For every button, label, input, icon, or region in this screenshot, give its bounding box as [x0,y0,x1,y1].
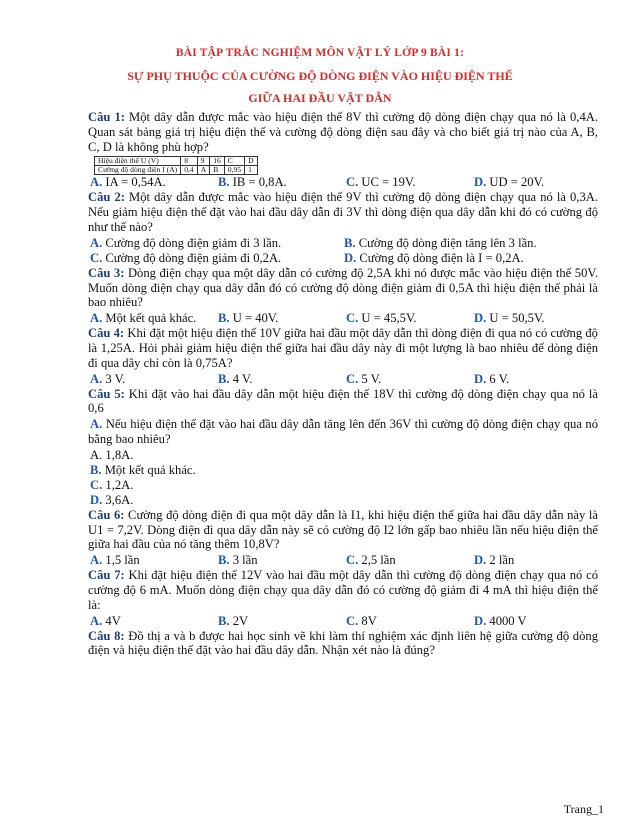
option-c[interactable]: C. UC = 19V. [346,175,416,190]
option-c[interactable]: C. Cường độ dòng điện giảm đi 0,2A. [90,250,282,265]
options-list [88,448,598,508]
options-row [88,175,598,190]
question-5 [88,387,598,508]
option-d[interactable]: D. Cường độ dòng điện là I = 0,2A. [344,250,524,265]
option-d[interactable]: D. 2 lần [474,553,515,568]
page-number: Trang_1 [563,802,604,816]
option-b[interactable]: B. 2V [218,613,249,628]
option-b[interactable]: B. 4 V. [218,371,253,386]
question-4-label: Câu 4: [88,326,125,341]
question-8-label: Câu 8: [88,628,125,643]
table-cell: 1 [245,166,257,175]
title-line-3: GIỮA HAI ĐẦU VẬT DẪN [248,91,392,105]
question-8-text: Đồ thị a và b được hai học sinh vẽ khi làm thí nghiệm xác định liên hệ giữa cường độ dòng điện và hiệu điện thế đặt vào hai đầu dây dẫn. Nhận xét nào là đúng? [88,628,598,658]
question-1-label: Câu 1: [88,110,125,124]
question-4 [88,326,598,386]
question-7-text: Khi đặt hiệu điện thế 12V vào hai đầu một dây dẫn thì cường độ dòng điện chạy qua nó có cường độ 6 mA. Muốn dòng điện chạy qua dây dẫn đó có cường độ giảm đi 4 mA thì hiệu điện thế là: [88,568,598,612]
question-1-text: Một dây dẫn được mắc vào hiệu điện thế 8V thì cường độ dòng điện chạy qua nó là 0,4A. Quan sát bảng giá trị hiệu điện thế và cường độ dòng điện sau đây và cho biết giá trị nào của A, B, C, D là không phù hợp? [88,110,598,154]
option-d[interactable]: D. UD = 20V. [474,175,545,190]
options-row [88,251,598,266]
title-line-1: BÀI TẬP TRẮC NGHIỆM MÔN VẬT LÝ LỚP 9 BÀI 1: [175,47,465,59]
question-7-stem [88,568,598,612]
option-b[interactable]: B. IB = 0,8A. [218,175,287,190]
question-5-label: Câu 5: [88,386,125,401]
option-b[interactable]: B. Một kết quả khác. [90,462,196,477]
option-d[interactable]: D. 6 V. [474,371,510,386]
question-6 [88,508,598,568]
question-8-stem [88,629,598,659]
question-2-stem [88,190,598,234]
table-cell: 0,4 [181,166,198,175]
table-row [95,166,258,175]
option-b[interactable]: B. 3 lần [218,553,258,568]
option-a[interactable]: A. IA = 0,54A. [90,175,166,190]
question-7 [88,568,598,628]
title-line-2: SỰ PHỤ THUỘC CỦA CƯỜNG ĐỘ DÒNG ĐIỆN VÀO HIỆU ĐIỆN THẾ [127,69,513,83]
question-6-label: Câu 6: [88,507,125,522]
option-b[interactable]: B. Cường độ dòng điện tăng lên 3 lần. [344,235,537,250]
question-5-stem [88,387,598,417]
question-6-stem [88,508,598,552]
table-cell: D [245,157,257,166]
question-8 [88,629,598,659]
question-3-label: Câu 3: [88,265,125,280]
options-row [88,372,598,387]
option-a[interactable]: A. 1,5 lần [90,553,140,568]
question-3-stem [88,266,598,310]
question-7-label: Câu 7: [88,568,125,583]
option-a[interactable]: A. Cường độ dòng điện giảm đi 3 lần. [90,235,282,250]
option-a[interactable]: A. 1,8A. [90,447,134,462]
option-a[interactable]: A. 4V [90,613,121,628]
question-6-text: Cường độ dòng điện đi qua một dây dẫn là I1, khi hiệu điện thế giữa hai đầu dây dẫn này là U1 = 7,2V. Dòng điện đi qua dây dẫn này sẽ có cường độ I2 lớn gấp bao nhiêu lần nếu hiệu điện thế giữa hai đầu của nó tăng thêm 10,8V? [88,507,598,552]
option-d[interactable]: D. 3,6A. [90,492,134,507]
options-row [88,553,598,568]
table-cell: Cường độ dòng điện I (A) [95,166,181,175]
options-row [88,236,598,251]
question-4-stem [88,326,598,370]
question-2-label: Câu 2: [88,190,125,205]
option-c[interactable]: C. 1,2A. [90,477,134,492]
table-cell: 9 [197,157,209,166]
question-3-text: Dòng điện chạy qua một dây dẫn có cường độ 2,5A khi nó được mắc vào hiệu điện thế 50V. Muốn dòng điện chạy qua dây dẫn đó có cường độ dòng điện giảm đi 0,5A thì hiệu điện thế phải là bao nhiêu? [88,265,598,310]
option-b[interactable]: B. U = 40V. [218,311,279,326]
option-c[interactable]: C. 2,5 lần [346,553,396,568]
option-c[interactable]: C. U = 45,5V. [346,311,417,326]
question-2-text: Một dây dẫn được mắc vào hiệu điện thế 9V thì cường độ dòng điện chạy qua nó là 0,3A. Nếu giảm hiệu điện thế đặt vào hai đầu dây dẫn đi 3V thì dòng điện qua dây dẫn khi đó có cường độ như thế nào? [88,190,598,234]
question-4-text: Khi đặt một hiệu điện thế 10V giữa hai đầu một dây dẫn thì dòng điện đi qua nó có cường độ là 1,25A. Hỏi phải giảm hiệu điện thế giữa hai đầu dây này đi một lượng là bao nhiêu để dòng điện đi qua dây chỉ còn là 0,75A? [88,326,598,370]
question-1 [88,110,598,190]
question-5-subtext: A. Nếu hiệu điện thế đặt vào hai đầu dây dẫn tăng lên đến 36V thì cường độ dòng điện chạy qua nó bằng bao nhiêu? [88,417,598,446]
question-5-text: Khi đặt vào hai đầu dây dẫn một hiệu điện thế 18V thì cường độ dòng điện chạy qua nó là 0,6 [88,386,598,416]
question-2 [88,190,598,265]
option-a[interactable]: A. Một kết quả khác. [90,311,197,326]
question-1-stem [88,110,598,154]
options-row [88,614,598,629]
option-c[interactable]: C. 8V [346,613,377,628]
table-cell: 0,95 [224,166,244,175]
option-d[interactable]: D. 4000 V [474,613,527,628]
option-d[interactable]: D. U = 50,5V. [474,311,545,326]
table-cell: C [224,157,244,166]
table-cell: Hiệu điện thế U (V) [95,157,181,166]
question-3 [88,266,598,326]
table-cell: 16 [210,157,225,166]
table-cell: B [210,166,225,175]
table-cell: A [197,166,209,175]
table-cell: 8 [181,157,198,166]
options-row [88,311,598,326]
questions-content [88,110,598,659]
value-table [94,156,258,175]
option-a[interactable]: A. 3 V. [90,371,126,386]
option-c[interactable]: C. 5 V. [346,371,382,386]
